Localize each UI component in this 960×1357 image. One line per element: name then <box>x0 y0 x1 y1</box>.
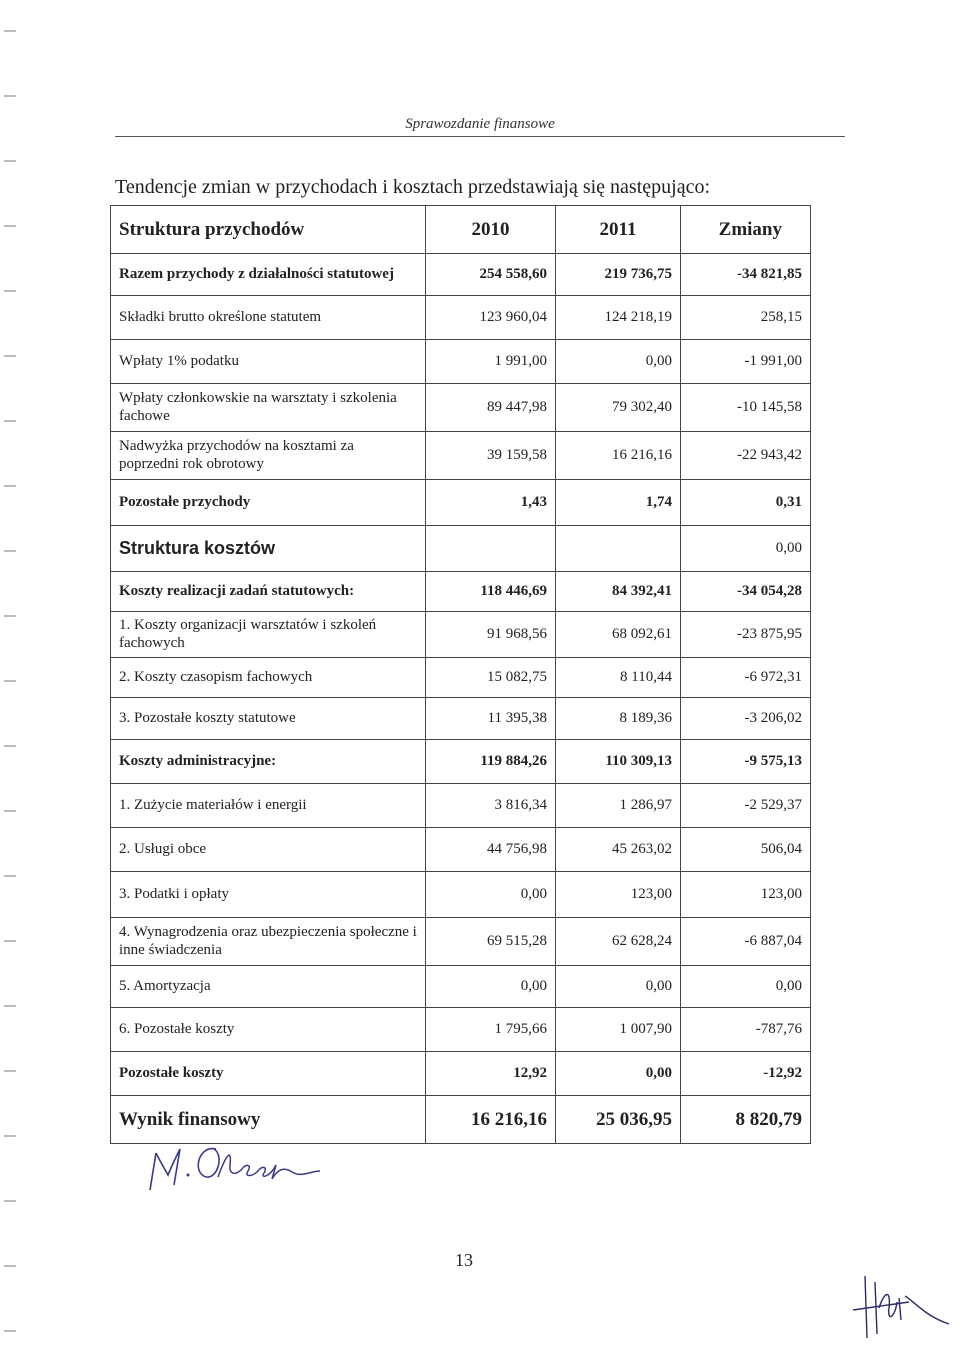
value-2011: 0,00 <box>556 340 681 384</box>
table-row <box>111 612 811 658</box>
row-label: 1. Koszty organizacji warsztatów i szkoleń fachowych <box>111 612 426 658</box>
table-row <box>111 254 811 296</box>
value-2010: 15 082,75 <box>426 658 556 698</box>
value-2011: 79 302,40 <box>556 384 681 432</box>
value-2011 <box>556 526 681 572</box>
value-2011: 8 189,36 <box>556 698 681 740</box>
value-2011: 8 110,44 <box>556 658 681 698</box>
value-2011: 0,00 <box>556 1052 681 1096</box>
page-header: Sprawozdanie finansowe <box>405 116 555 132</box>
row-label: 2. Usługi obce <box>111 828 426 872</box>
row-label: 3. Podatki i opłaty <box>111 872 426 918</box>
row-label: 5. Amortyzacja <box>111 966 426 1008</box>
value-2011: 123,00 <box>556 872 681 918</box>
value-2010: 91 968,56 <box>426 612 556 658</box>
value-2010 <box>426 526 556 572</box>
value-2010: 69 515,28 <box>426 918 556 966</box>
value-2011: 62 628,24 <box>556 918 681 966</box>
value-2011: 124 218,19 <box>556 296 681 340</box>
row-label: Razem przychody z działalności statutowej <box>111 254 426 296</box>
value-change: -34 821,85 <box>681 254 811 296</box>
value-2010: 3 816,34 <box>426 784 556 828</box>
initials-mark <box>845 1272 955 1342</box>
table-row <box>111 296 811 340</box>
value-2011: 0,00 <box>556 966 681 1008</box>
value-change: -6 887,04 <box>681 918 811 966</box>
row-label: 3. Pozostałe koszty statutowe <box>111 698 426 740</box>
table-row <box>111 872 811 918</box>
value-2010: 11 395,38 <box>426 698 556 740</box>
table-row <box>111 658 811 698</box>
header-rule <box>115 136 845 137</box>
value-2010: 118 446,69 <box>426 572 556 612</box>
value-2011: 68 092,61 <box>556 612 681 658</box>
value-2010: 12,92 <box>426 1052 556 1096</box>
row-label: Wynik finansowy <box>111 1096 426 1144</box>
table-row <box>111 480 811 526</box>
value-change: -9 575,13 <box>681 740 811 784</box>
row-label: Koszty administracyjne: <box>111 740 426 784</box>
value-change: 0,00 <box>681 966 811 1008</box>
value-2011: 45 263,02 <box>556 828 681 872</box>
table-row <box>111 526 811 572</box>
value-2010: 0,00 <box>426 966 556 1008</box>
table-row <box>111 340 811 384</box>
value-2010: 44 756,98 <box>426 828 556 872</box>
value-2010: 1 795,66 <box>426 1008 556 1052</box>
value-change: 0,00 <box>681 526 811 572</box>
table-row <box>111 1008 811 1052</box>
table-row <box>111 384 811 432</box>
table-row <box>111 432 811 480</box>
value-change: -10 145,58 <box>681 384 811 432</box>
value-2011: 1 286,97 <box>556 784 681 828</box>
value-2011: 84 392,41 <box>556 572 681 612</box>
table-row <box>111 1052 811 1096</box>
table-header-row <box>111 206 811 254</box>
row-label: 2. Koszty czasopism fachowych <box>111 658 426 698</box>
value-change: -3 206,02 <box>681 698 811 740</box>
intro-text: Tendencje zmian w przychodach i kosztach przedstawiają się następująco: <box>115 176 711 198</box>
table-row <box>111 572 811 612</box>
value-change: -34 054,28 <box>681 572 811 612</box>
value-change: -787,76 <box>681 1008 811 1052</box>
value-2010: 123 960,04 <box>426 296 556 340</box>
value-2011: 110 309,13 <box>556 740 681 784</box>
value-2011: 1,74 <box>556 480 681 526</box>
table-row <box>111 966 811 1008</box>
row-label: Nadwyżka przychodów na kosztami za poprzedni rok obrotowy <box>111 432 426 480</box>
table-row <box>111 918 811 966</box>
value-2010: 119 884,26 <box>426 740 556 784</box>
value-2010: 39 159,58 <box>426 432 556 480</box>
value-2010: 0,00 <box>426 872 556 918</box>
handwritten-signature <box>148 1135 328 1195</box>
table-row <box>111 740 811 784</box>
financial-table <box>110 205 811 1144</box>
value-2011: 219 736,75 <box>556 254 681 296</box>
row-label: Pozostałe przychody <box>111 480 426 526</box>
binding-holes <box>0 0 24 1357</box>
row-label: Składki brutto określone statutem <box>111 296 426 340</box>
header-label: Struktura przychodów <box>111 206 426 254</box>
table-row <box>111 784 811 828</box>
value-change: 258,15 <box>681 296 811 340</box>
table-row <box>111 698 811 740</box>
row-label: Wpłaty członkowskie na warsztaty i szkolenia fachowe <box>111 384 426 432</box>
value-2010: 16 216,16 <box>426 1096 556 1144</box>
value-change: -1 991,00 <box>681 340 811 384</box>
row-label: Wpłaty 1% podatku <box>111 340 426 384</box>
value-2010: 1,43 <box>426 480 556 526</box>
value-2011: 25 036,95 <box>556 1096 681 1144</box>
header-zmiany: Zmiany <box>681 206 811 254</box>
value-change: -6 972,31 <box>681 658 811 698</box>
value-change: -22 943,42 <box>681 432 811 480</box>
header-2011: 2011 <box>556 206 681 254</box>
row-label: Pozostałe koszty <box>111 1052 426 1096</box>
value-change: 0,31 <box>681 480 811 526</box>
value-change: -12,92 <box>681 1052 811 1096</box>
value-2010: 89 447,98 <box>426 384 556 432</box>
row-label: 1. Zużycie materiałów i energii <box>111 784 426 828</box>
value-2011: 1 007,90 <box>556 1008 681 1052</box>
row-label: 4. Wynagrodzenia oraz ubezpieczenia społeczne i inne świadczenia <box>111 918 426 966</box>
value-change: 123,00 <box>681 872 811 918</box>
value-change: -2 529,37 <box>681 784 811 828</box>
value-change: 8 820,79 <box>681 1096 811 1144</box>
value-change: 506,04 <box>681 828 811 872</box>
row-label: 6. Pozostałe koszty <box>111 1008 426 1052</box>
value-change: -23 875,95 <box>681 612 811 658</box>
value-2010: 1 991,00 <box>426 340 556 384</box>
row-label: Struktura kosztów <box>111 526 426 572</box>
row-label: Koszty realizacji zadań statutowych: <box>111 572 426 612</box>
header-2010: 2010 <box>426 206 556 254</box>
value-2011: 16 216,16 <box>556 432 681 480</box>
page-number: 13 <box>455 1250 473 1270</box>
table-row <box>111 828 811 872</box>
value-2010: 254 558,60 <box>426 254 556 296</box>
